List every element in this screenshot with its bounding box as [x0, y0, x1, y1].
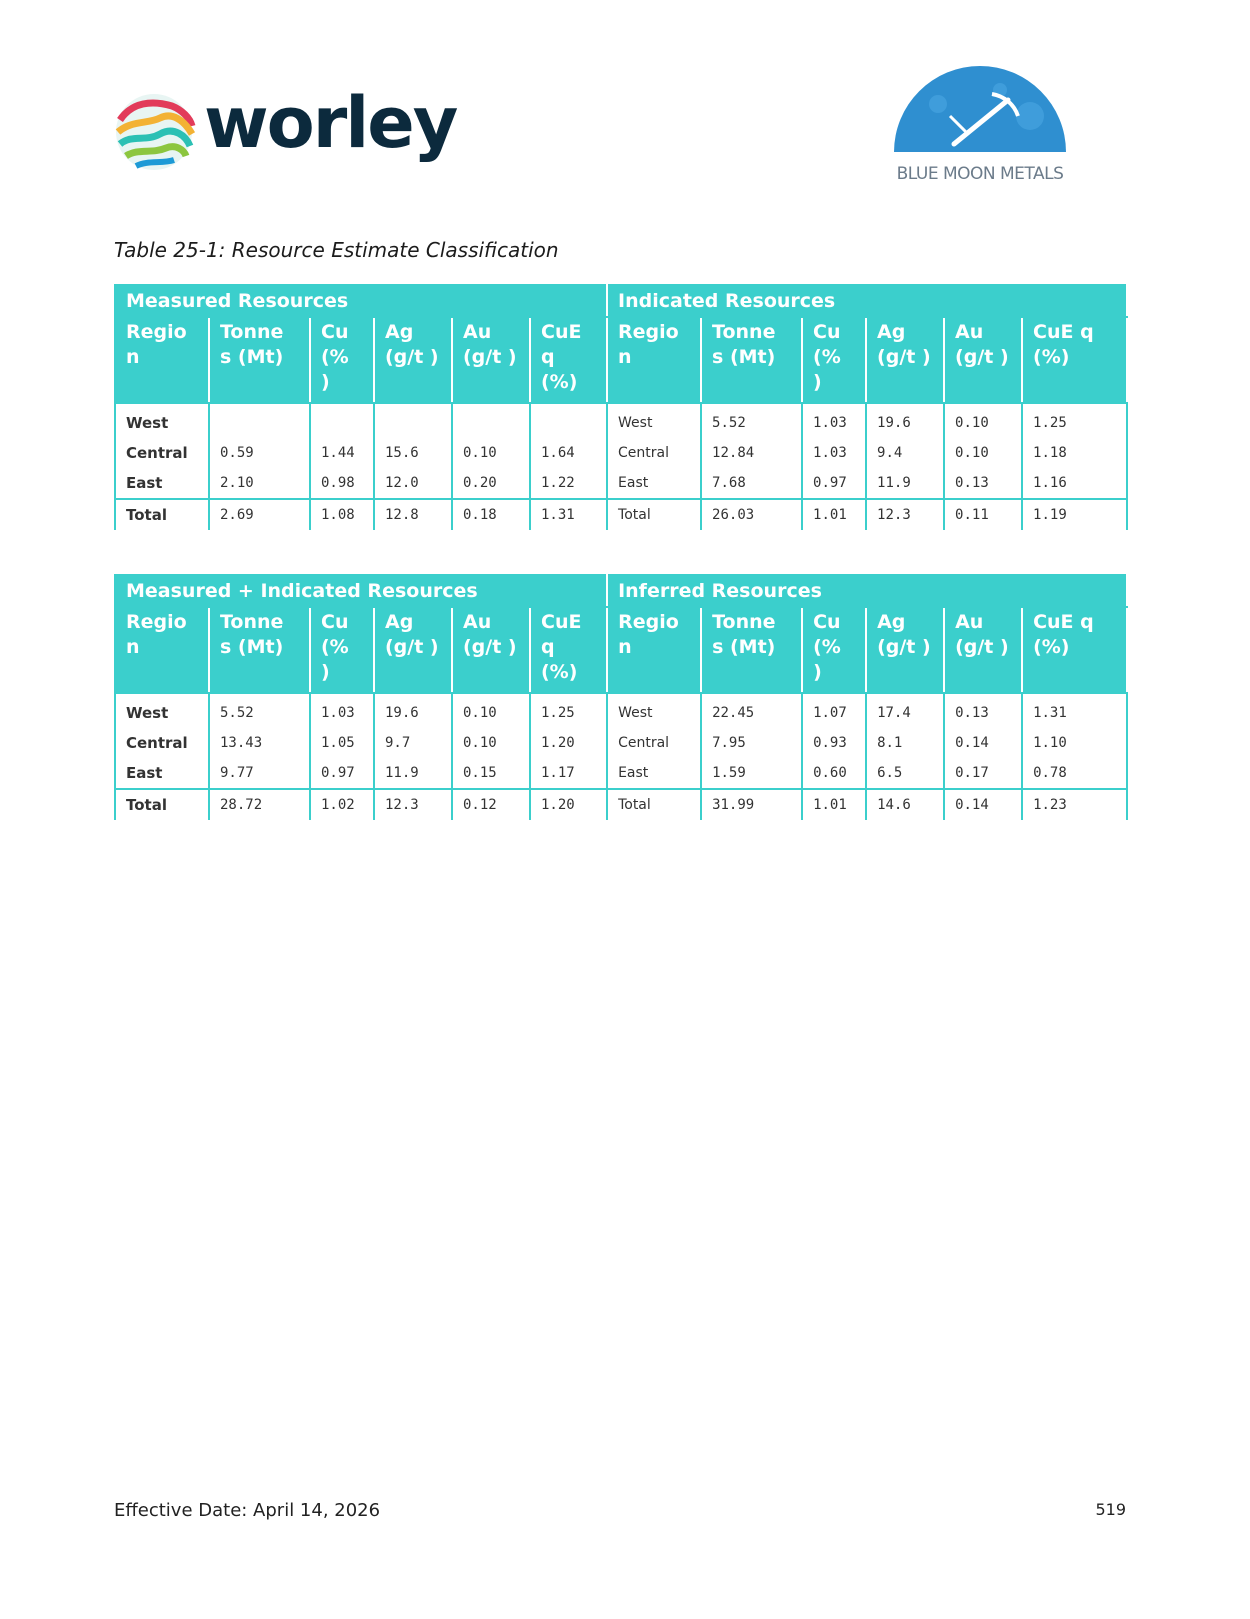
table-cell: 1.08: [310, 499, 374, 530]
column-header: CuE q (%): [1022, 317, 1127, 403]
table-cell: 0.78: [1022, 758, 1127, 789]
table-cell: 0.20: [452, 468, 530, 499]
table-cell: 0.13: [944, 693, 1022, 728]
column-header: CuE q (%): [530, 607, 607, 693]
table-total-row: [115, 789, 1127, 820]
table-row: [115, 403, 1127, 438]
column-header: Regio n: [607, 317, 701, 403]
table-cell: 0.10: [944, 403, 1022, 438]
table-cell: 0.59: [209, 438, 310, 468]
table-cell: East: [607, 758, 701, 789]
column-header: Cu (% ): [310, 317, 374, 403]
column-header: Au (g/t ): [944, 317, 1022, 403]
table-cell: 1.25: [1022, 403, 1127, 438]
worley-logo-text: worley: [204, 82, 457, 164]
table-cell: 19.6: [374, 693, 452, 728]
page-number: 519: [1095, 1500, 1126, 1519]
table-cell: 5.52: [209, 693, 310, 728]
table-cell: 1.31: [1022, 693, 1127, 728]
column-header: Tonne s (Mt): [209, 607, 310, 693]
table-title-left: Measured + Indicated Resources: [115, 575, 607, 607]
table-cell: 1.07: [802, 693, 866, 728]
table-cell: Central: [607, 438, 701, 468]
table-title-right: Indicated Resources: [607, 285, 1127, 317]
table-cell: 0.18: [452, 499, 530, 530]
table-cell: 1.18: [1022, 438, 1127, 468]
table-cell: West: [115, 403, 209, 438]
table-cell: 0.10: [452, 438, 530, 468]
table-cell: 6.5: [866, 758, 944, 789]
table-cell: East: [607, 468, 701, 499]
table-cell: 0.12: [452, 789, 530, 820]
column-header: Cu (% ): [310, 607, 374, 693]
table-cell: 12.3: [866, 499, 944, 530]
table-cell: 0.13: [944, 468, 1022, 499]
table-cell: 1.25: [530, 693, 607, 728]
table-cell: 5.52: [701, 403, 802, 438]
table-cell: 11.9: [866, 468, 944, 499]
table-cell: 1.10: [1022, 728, 1127, 758]
table-cell: 0.60: [802, 758, 866, 789]
table-cell: [374, 403, 452, 438]
table-title-right: Inferred Resources: [607, 575, 1127, 607]
table-cell: 0.10: [452, 728, 530, 758]
column-header: CuE q (%): [530, 317, 607, 403]
table-cell: 1.44: [310, 438, 374, 468]
column-header: Regio n: [115, 317, 209, 403]
table-cell: [209, 403, 310, 438]
table-cell: 0.11: [944, 499, 1022, 530]
column-header: Ag (g/t ): [866, 607, 944, 693]
table-cell: 1.03: [802, 438, 866, 468]
moon-pickaxe-icon: [880, 60, 1080, 170]
table-cell: 28.72: [209, 789, 310, 820]
table-cell: 0.15: [452, 758, 530, 789]
table-total-row: [115, 499, 1127, 530]
resource-table-mi-inferred: [114, 574, 1128, 820]
table-cell: 0.97: [310, 758, 374, 789]
table-cell: 2.69: [209, 499, 310, 530]
table-cell: 9.77: [209, 758, 310, 789]
worley-logo: [112, 82, 457, 178]
table-cell: 0.97: [802, 468, 866, 499]
table-cell: 15.6: [374, 438, 452, 468]
table-cell: 26.03: [701, 499, 802, 530]
table-cell: 19.6: [866, 403, 944, 438]
table-cell: East: [115, 468, 209, 499]
blue-moon-metals-logo: [880, 60, 1080, 190]
table-row: [115, 468, 1127, 499]
table-cell: 1.17: [530, 758, 607, 789]
table-cell: [310, 403, 374, 438]
column-header: Regio n: [607, 607, 701, 693]
column-header: Regio n: [115, 607, 209, 693]
column-header: Tonne s (Mt): [701, 317, 802, 403]
table-cell: 1.19: [1022, 499, 1127, 530]
table-cell: 1.22: [530, 468, 607, 499]
column-header: Tonne s (Mt): [209, 317, 310, 403]
table-cell: 1.20: [530, 728, 607, 758]
table-cell: 0.14: [944, 728, 1022, 758]
table-caption: Table 25-1: Resource Estimate Classification: [114, 238, 559, 262]
table-cell: 1.20: [530, 789, 607, 820]
table-cell: 14.6: [866, 789, 944, 820]
table-cell: West: [607, 693, 701, 728]
table-cell: 12.3: [374, 789, 452, 820]
column-header: Au (g/t ): [452, 317, 530, 403]
column-header: Au (g/t ): [944, 607, 1022, 693]
table-cell: 12.84: [701, 438, 802, 468]
table-cell: 17.4: [866, 693, 944, 728]
column-header: CuE q (%): [1022, 607, 1127, 693]
table-cell: 0.93: [802, 728, 866, 758]
table-cell: 2.10: [209, 468, 310, 499]
table-cell: Total: [115, 789, 209, 820]
table-cell: 13.43: [209, 728, 310, 758]
table-row: [115, 728, 1127, 758]
table-cell: 22.45: [701, 693, 802, 728]
table-cell: 11.9: [374, 758, 452, 789]
column-header: Au (g/t ): [452, 607, 530, 693]
table-cell: 1.16: [1022, 468, 1127, 499]
table-cell: 0.98: [310, 468, 374, 499]
table-cell: Central: [607, 728, 701, 758]
table-row: [115, 438, 1127, 468]
table-cell: 1.05: [310, 728, 374, 758]
table-cell: 0.17: [944, 758, 1022, 789]
table-cell: 1.03: [802, 403, 866, 438]
table-cell: West: [607, 403, 701, 438]
table-cell: 0.14: [944, 789, 1022, 820]
table-cell: 1.03: [310, 693, 374, 728]
table-cell: 0.10: [944, 438, 1022, 468]
table-cell: 9.4: [866, 438, 944, 468]
column-header: Ag (g/t ): [374, 317, 452, 403]
table-cell: East: [115, 758, 209, 789]
table-cell: 7.95: [701, 728, 802, 758]
table-cell: [452, 403, 530, 438]
column-header: Ag (g/t ): [866, 317, 944, 403]
table-cell: 1.59: [701, 758, 802, 789]
table-cell: West: [115, 693, 209, 728]
table-cell: 1.31: [530, 499, 607, 530]
table-cell: Central: [115, 438, 209, 468]
column-header: Ag (g/t ): [374, 607, 452, 693]
table-cell: 12.8: [374, 499, 452, 530]
column-header: Tonne s (Mt): [701, 607, 802, 693]
table-cell: [530, 403, 607, 438]
column-header: Cu (% ): [802, 607, 866, 693]
table-title-left: Measured Resources: [115, 285, 607, 317]
effective-date: Effective Date: April 14, 2026: [114, 1500, 381, 1521]
column-header: Cu (% ): [802, 317, 866, 403]
table-cell: 1.64: [530, 438, 607, 468]
blue-moon-metals-text: BLUE MOON METALS: [896, 164, 1064, 184]
table-cell: 1.02: [310, 789, 374, 820]
table-cell: Total: [607, 499, 701, 530]
table-row: [115, 758, 1127, 789]
table-cell: 7.68: [701, 468, 802, 499]
table-cell: 12.0: [374, 468, 452, 499]
table-cell: 9.7: [374, 728, 452, 758]
table-cell: 1.23: [1022, 789, 1127, 820]
table-cell: 1.01: [802, 499, 866, 530]
table-cell: 8.1: [866, 728, 944, 758]
table-row: [115, 693, 1127, 728]
table-cell: 31.99: [701, 789, 802, 820]
table-cell: 1.01: [802, 789, 866, 820]
table-cell: 0.10: [452, 693, 530, 728]
table-cell: Total: [115, 499, 209, 530]
table-cell: Total: [607, 789, 701, 820]
resource-table-measured-indicated: [114, 284, 1128, 530]
worley-logo-mark-icon: [112, 90, 196, 174]
table-cell: Central: [115, 728, 209, 758]
